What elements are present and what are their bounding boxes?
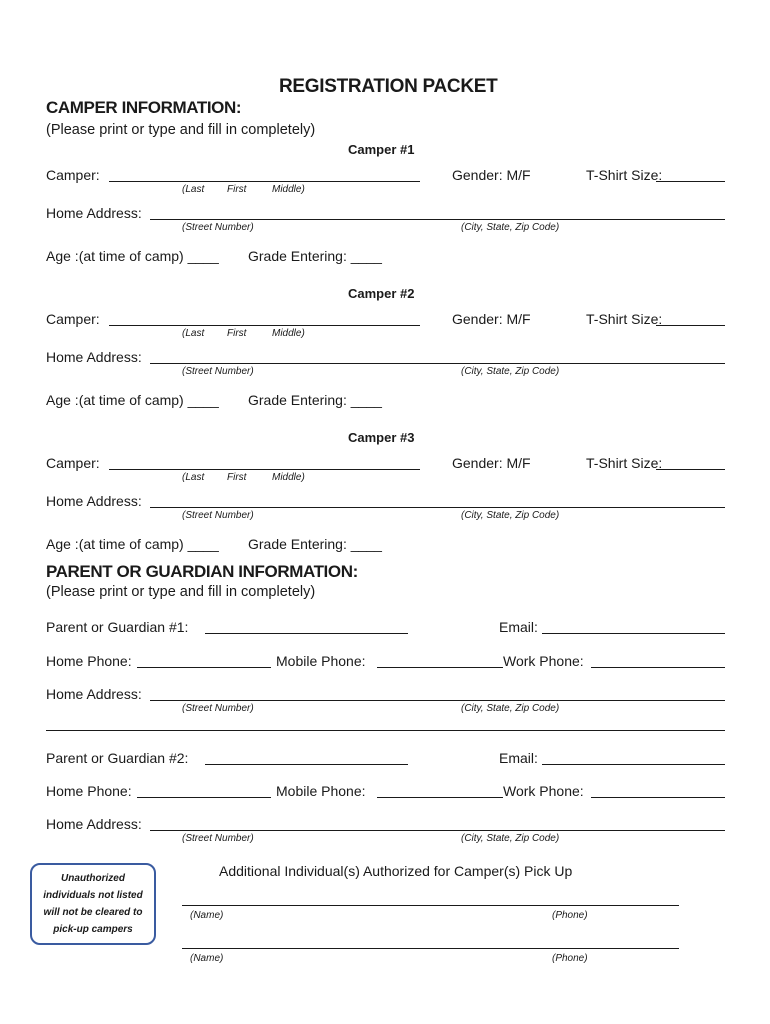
pickup-phone-hint: (Phone) bbox=[552, 953, 588, 964]
mobile-phone-label: Mobile Phone: bbox=[276, 783, 366, 799]
camper-name-field[interactable] bbox=[109, 325, 420, 326]
city-hint: (City, State, Zip Code) bbox=[461, 366, 560, 377]
last-name-hint: (Last bbox=[182, 184, 205, 195]
work-phone-field[interactable] bbox=[591, 797, 725, 798]
camper-section-heading: CAMPER INFORMATION: bbox=[46, 98, 242, 117]
city-hint: (City, State, Zip Code) bbox=[461, 703, 560, 714]
gender-label: Gender: M/F bbox=[452, 311, 531, 327]
email-label: Email: bbox=[499, 750, 538, 766]
unauthorized-notice-text: Unauthorized individuals not listed will not be cleared to pick-up campers bbox=[43, 873, 143, 935]
grade-field[interactable]: Grade Entering: ____ bbox=[248, 248, 382, 264]
tshirt-field[interactable] bbox=[656, 325, 725, 326]
email-field[interactable] bbox=[542, 764, 725, 765]
parent-name-field[interactable] bbox=[205, 764, 408, 765]
tshirt-field[interactable] bbox=[656, 469, 725, 470]
address-line-2-field[interactable] bbox=[46, 730, 725, 731]
camper-label: Camper #2 bbox=[348, 286, 415, 301]
last-name-hint: (Last bbox=[182, 328, 205, 339]
first-name-hint: First bbox=[227, 328, 247, 339]
tshirt-label: T-Shirt Size: bbox=[586, 311, 663, 327]
tshirt-field[interactable] bbox=[656, 181, 725, 182]
camper-label: Camper #1 bbox=[348, 142, 415, 157]
email-label: Email: bbox=[499, 619, 538, 635]
camper-section-instruction: (Please print or type and fill in completely) bbox=[46, 122, 316, 138]
tshirt-label: T-Shirt Size: bbox=[586, 455, 663, 471]
mobile-phone-label: Mobile Phone: bbox=[276, 653, 366, 669]
camper-name-field[interactable] bbox=[109, 469, 420, 470]
gender-label: Gender: M/F bbox=[452, 167, 531, 183]
pickup-name-hint: (Name) bbox=[190, 953, 224, 964]
home-address-label: Home Address: bbox=[46, 205, 142, 221]
middle-name-hint: Middle) bbox=[272, 184, 305, 195]
home-phone-label: Home Phone: bbox=[46, 653, 132, 669]
home-phone-field[interactable] bbox=[137, 667, 271, 668]
parent-name-field[interactable] bbox=[205, 633, 408, 634]
street-hint: (Street Number) bbox=[182, 366, 254, 377]
home-address-field[interactable] bbox=[150, 830, 725, 831]
work-phone-label: Work Phone: bbox=[503, 783, 584, 799]
home-address-label: Home Address: bbox=[46, 349, 142, 365]
age-field[interactable]: Age :(at time of camp) ____ bbox=[46, 392, 219, 408]
tshirt-label: T-Shirt Size: bbox=[586, 167, 663, 183]
age-field[interactable]: Age :(at time of camp) ____ bbox=[46, 248, 219, 264]
middle-name-hint: Middle) bbox=[272, 472, 305, 483]
parent-section-instruction: (Please print or type and fill in completely) bbox=[46, 584, 316, 600]
pickup-person-1-field[interactable] bbox=[182, 905, 679, 906]
home-phone-label: Home Phone: bbox=[46, 783, 132, 799]
home-address-field[interactable] bbox=[150, 363, 725, 364]
city-hint: (City, State, Zip Code) bbox=[461, 222, 560, 233]
last-name-hint: (Last bbox=[182, 472, 205, 483]
work-phone-field[interactable] bbox=[591, 667, 725, 668]
camper-name-field[interactable] bbox=[109, 181, 420, 182]
street-hint: (Street Number) bbox=[182, 833, 254, 844]
camper-label: Camper #3 bbox=[348, 430, 415, 445]
camper-name-label: Camper: bbox=[46, 311, 100, 327]
age-field[interactable]: Age :(at time of camp) ____ bbox=[46, 536, 219, 552]
work-phone-label: Work Phone: bbox=[503, 653, 584, 669]
pickup-name-hint: (Name) bbox=[190, 910, 224, 921]
home-address-field[interactable] bbox=[150, 507, 725, 508]
grade-field[interactable]: Grade Entering: ____ bbox=[248, 392, 382, 408]
city-hint: (City, State, Zip Code) bbox=[461, 510, 560, 521]
pickup-person-2-field[interactable] bbox=[182, 948, 679, 949]
first-name-hint: First bbox=[227, 472, 247, 483]
page-title: REGISTRATION PACKET bbox=[279, 76, 498, 97]
grade-field[interactable]: Grade Entering: ____ bbox=[248, 536, 382, 552]
home-address-field[interactable] bbox=[150, 219, 725, 220]
pickup-phone-hint: (Phone) bbox=[552, 910, 588, 921]
street-hint: (Street Number) bbox=[182, 222, 254, 233]
mobile-phone-field[interactable] bbox=[377, 667, 503, 668]
home-address-label: Home Address: bbox=[46, 816, 142, 832]
home-phone-field[interactable] bbox=[137, 797, 271, 798]
home-address-label: Home Address: bbox=[46, 686, 142, 702]
gender-label: Gender: M/F bbox=[452, 455, 531, 471]
pickup-heading: Additional Individual(s) Authorized for Camper(s) Pick Up bbox=[219, 863, 573, 879]
camper-name-label: Camper: bbox=[46, 455, 100, 471]
email-field[interactable] bbox=[542, 633, 725, 634]
parent-section-heading: PARENT OR GUARDIAN INFORMATION: bbox=[46, 562, 358, 581]
parent-name-label: Parent or Guardian #1: bbox=[46, 619, 189, 635]
parent-name-label: Parent or Guardian #2: bbox=[46, 750, 189, 766]
camper-name-label: Camper: bbox=[46, 167, 100, 183]
unauthorized-notice-box bbox=[30, 863, 156, 945]
home-address-label: Home Address: bbox=[46, 493, 142, 509]
street-hint: (Street Number) bbox=[182, 703, 254, 714]
middle-name-hint: Middle) bbox=[272, 328, 305, 339]
first-name-hint: First bbox=[227, 184, 247, 195]
city-hint: (City, State, Zip Code) bbox=[461, 833, 560, 844]
mobile-phone-field[interactable] bbox=[377, 797, 503, 798]
home-address-field[interactable] bbox=[150, 700, 725, 701]
street-hint: (Street Number) bbox=[182, 510, 254, 521]
